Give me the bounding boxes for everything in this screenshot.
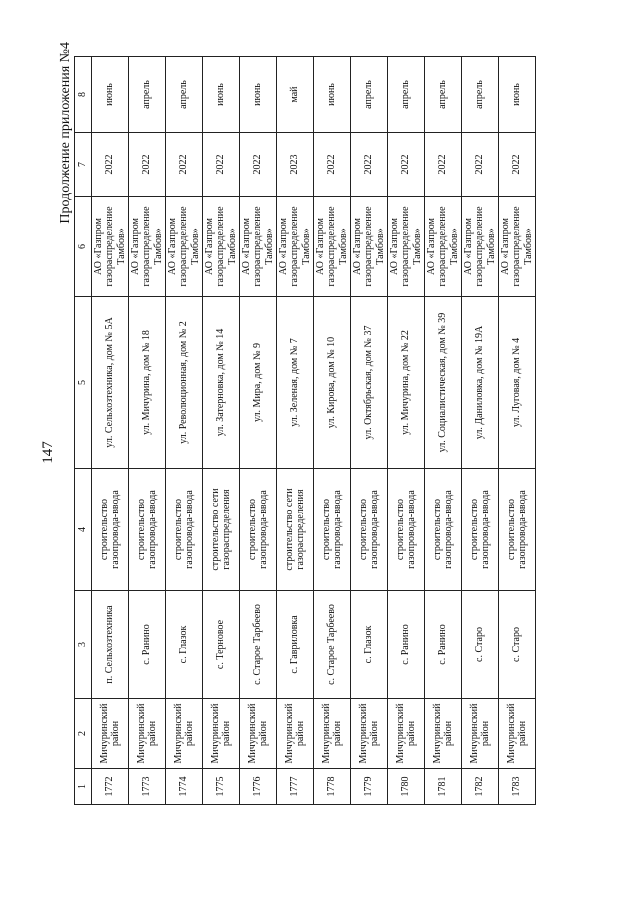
settlement-cell: с. Глазок <box>351 591 388 699</box>
address-cell: ул. Сельхозтехника, дом № 5А <box>92 297 129 469</box>
table-row <box>351 57 388 805</box>
month-cell: апрель <box>462 57 499 133</box>
address-cell: ул. Октябрьская, дом № 37 <box>351 297 388 469</box>
table-header-row <box>75 57 92 805</box>
month-cell: апрель <box>129 57 166 133</box>
district-cell: Мичуринский район <box>425 699 462 769</box>
row-number-cell: 1773 <box>129 769 166 805</box>
work-type-cell: строительство газопровода-ввода <box>240 469 277 591</box>
year-cell: 2022 <box>462 133 499 197</box>
gas-pipeline-schedule-table <box>74 56 536 805</box>
organization-cell: АО «Газпром газораспределение Тамбов» <box>92 197 129 297</box>
table-row <box>499 57 536 805</box>
work-type-cell: строительство газопровода-ввода <box>499 469 536 591</box>
header-cell: 1 <box>75 769 92 805</box>
row-number-cell: 1782 <box>462 769 499 805</box>
organization-cell: АО «Газпром газораспределение Тамбов» <box>166 197 203 297</box>
address-cell: ул. Мичурина, дом № 18 <box>129 297 166 469</box>
table-row <box>129 57 166 805</box>
table-row <box>240 57 277 805</box>
work-type-cell: строительство газопровода-ввода <box>314 469 351 591</box>
organization-cell: АО «Газпром газораспределение Тамбов» <box>240 197 277 297</box>
month-cell: июнь <box>92 57 129 133</box>
district-cell: Мичуринский район <box>92 699 129 769</box>
settlement-cell: с. Старое Тарбеево <box>240 591 277 699</box>
year-cell: 2022 <box>314 133 351 197</box>
year-cell: 2022 <box>388 133 425 197</box>
table-row <box>277 57 314 805</box>
month-cell: июнь <box>203 57 240 133</box>
address-cell: ул. Мичурина, дом № 22 <box>388 297 425 469</box>
row-number-cell: 1781 <box>425 769 462 805</box>
work-type-cell: строительство газопровода-ввода <box>92 469 129 591</box>
month-cell: июнь <box>499 57 536 133</box>
district-cell: Мичуринский район <box>166 699 203 769</box>
organization-cell: АО «Газпром газораспределение Тамбов» <box>277 197 314 297</box>
organization-cell: АО «Газпром газораспределение Тамбов» <box>425 197 462 297</box>
month-cell: апрель <box>351 57 388 133</box>
work-type-cell: строительство сети газораспределения <box>277 469 314 591</box>
work-type-cell: строительство газопровода-ввода <box>351 469 388 591</box>
settlement-cell: с. Ранино <box>425 591 462 699</box>
table-row <box>92 57 129 805</box>
settlement-cell: с. Глазок <box>166 591 203 699</box>
settlement-cell: с. Ранино <box>388 591 425 699</box>
row-number-cell: 1772 <box>92 769 129 805</box>
year-cell: 2022 <box>240 133 277 197</box>
year-cell: 2022 <box>92 133 129 197</box>
settlement-cell: п. Сельхозтехника <box>92 591 129 699</box>
row-number-cell: 1774 <box>166 769 203 805</box>
organization-cell: АО «Газпром газораспределение Тамбов» <box>203 197 240 297</box>
table-row <box>462 57 499 805</box>
district-cell: Мичуринский район <box>203 699 240 769</box>
row-number-cell: 1779 <box>351 769 388 805</box>
work-type-cell: строительство газопровода-ввода <box>462 469 499 591</box>
month-cell: апрель <box>166 57 203 133</box>
work-type-cell: строительство газопровода-ввода <box>166 469 203 591</box>
table-row <box>388 57 425 805</box>
row-number-cell: 1778 <box>314 769 351 805</box>
work-type-cell: строительство газопровода-ввода <box>388 469 425 591</box>
header-cell: 5 <box>75 297 92 469</box>
district-cell: Мичуринский район <box>277 699 314 769</box>
address-cell: ул. Даниловка, дом № 19А <box>462 297 499 469</box>
table-row <box>166 57 203 805</box>
work-type-cell: строительство сети газораспределения <box>203 469 240 591</box>
settlement-cell: с. Ранино <box>129 591 166 699</box>
year-cell: 2022 <box>351 133 388 197</box>
year-cell: 2022 <box>129 133 166 197</box>
year-cell: 2023 <box>277 133 314 197</box>
address-cell: ул. Затерновка, дом № 14 <box>203 297 240 469</box>
row-number-cell: 1775 <box>203 769 240 805</box>
row-number-cell: 1777 <box>277 769 314 805</box>
year-cell: 2022 <box>425 133 462 197</box>
year-cell: 2022 <box>166 133 203 197</box>
address-cell: ул. Зеленая, дом № 7 <box>277 297 314 469</box>
settlement-cell: с. Старо <box>462 591 499 699</box>
header-cell: 3 <box>75 591 92 699</box>
header-cell: 7 <box>75 133 92 197</box>
header-cell: 6 <box>75 197 92 297</box>
table-row <box>314 57 351 805</box>
month-cell: апрель <box>425 57 462 133</box>
district-cell: Мичуринский район <box>351 699 388 769</box>
settlement-cell: с. Гавриловка <box>277 591 314 699</box>
district-cell: Мичуринский район <box>129 699 166 769</box>
work-type-cell: строительство газопровода-ввода <box>129 469 166 591</box>
address-cell: ул. Мира, дом № 9 <box>240 297 277 469</box>
header-cell: 8 <box>75 57 92 133</box>
month-cell: июнь <box>314 57 351 133</box>
year-cell: 2022 <box>499 133 536 197</box>
organization-cell: АО «Газпром газораспределение Тамбов» <box>129 197 166 297</box>
organization-cell: АО «Газпром газораспределение Тамбов» <box>499 197 536 297</box>
work-type-cell: строительство газопровода-ввода <box>425 469 462 591</box>
district-cell: Мичуринский район <box>314 699 351 769</box>
settlement-cell: с. Старо <box>499 591 536 699</box>
district-cell: Мичуринский район <box>388 699 425 769</box>
month-cell: май <box>277 57 314 133</box>
row-number-cell: 1776 <box>240 769 277 805</box>
district-cell: Мичуринский район <box>462 699 499 769</box>
header-cell: 4 <box>75 469 92 591</box>
organization-cell: АО «Газпром газораспределение Тамбов» <box>462 197 499 297</box>
address-cell: ул. Луговая, дом № 4 <box>499 297 536 469</box>
month-cell: апрель <box>388 57 425 133</box>
settlement-cell: с. Терновое <box>203 591 240 699</box>
address-cell: ул. Кирова, дом № 10 <box>314 297 351 469</box>
address-cell: ул. Революционная, дом № 2 <box>166 297 203 469</box>
row-number-cell: 1783 <box>499 769 536 805</box>
page-number: 147 <box>40 441 56 464</box>
settlement-cell: с. Старое Тарбеево <box>314 591 351 699</box>
organization-cell: АО «Газпром газораспределение Тамбов» <box>314 197 351 297</box>
table-row <box>203 57 240 805</box>
organization-cell: АО «Газпром газораспределение Тамбов» <box>351 197 388 297</box>
address-cell: ул. Социалистическая, дом № 39 <box>425 297 462 469</box>
organization-cell: АО «Газпром газораспределение Тамбов» <box>388 197 425 297</box>
table-body <box>92 57 536 805</box>
table-row <box>425 57 462 805</box>
district-cell: Мичуринский район <box>499 699 536 769</box>
appendix-continuation-label: Продолжение приложения №4 <box>58 42 73 224</box>
year-cell: 2022 <box>203 133 240 197</box>
month-cell: июнь <box>240 57 277 133</box>
district-cell: Мичуринский район <box>240 699 277 769</box>
row-number-cell: 1780 <box>388 769 425 805</box>
header-cell: 2 <box>75 699 92 769</box>
